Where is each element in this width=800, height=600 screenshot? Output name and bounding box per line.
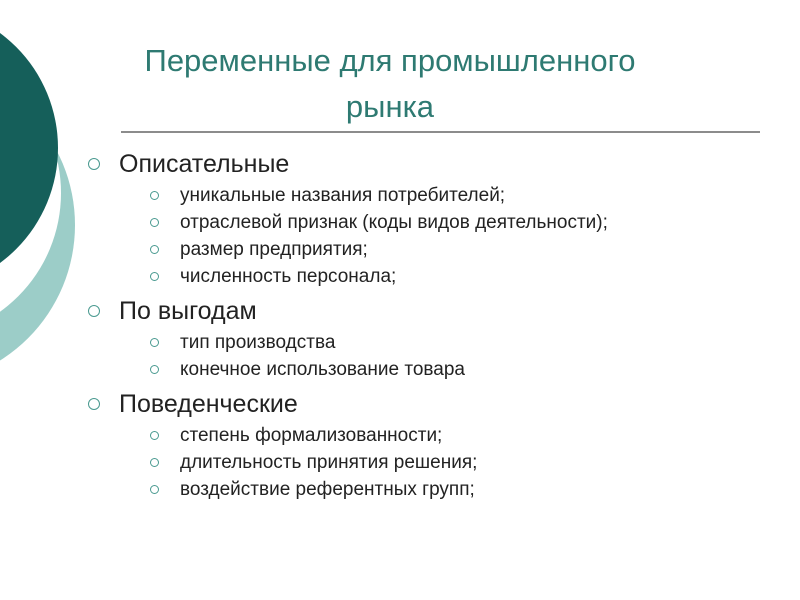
section-head [84,293,774,329]
section-head [84,146,774,182]
section-label: По выгодам [119,296,257,325]
list-item [150,449,774,476]
list-item [150,209,774,236]
hollow-circle-bullet-icon [150,245,159,254]
list-item-label: конечное использование товара [180,358,465,380]
bullet-list [84,146,774,506]
section-label: Описательные [119,149,290,178]
slide-title [90,38,690,130]
decorative-circle-light [0,65,75,385]
list-item-label: воздействие референтных групп; [180,478,475,500]
list-item-label: размер предприятия; [180,238,368,260]
list-item [150,329,774,356]
sub-list [84,422,774,503]
decorative-circle-white [0,47,61,339]
decorative-circle-dark [0,5,58,291]
hollow-circle-bullet-icon [150,431,159,440]
hollow-circle-bullet-icon [150,485,159,494]
list-item-label: степень формализованности; [180,424,443,446]
list-item-label: отраслевой признак (коды видов деятельности); [180,211,608,233]
sub-list [84,329,774,383]
section-benefits [84,293,774,383]
hollow-circle-bullet-icon [150,191,159,200]
list-item-label: уникальные названия потребителей; [180,184,506,206]
hollow-circle-bullet-icon [88,305,100,317]
list-item-label: тип производства [180,331,336,353]
section-label: Поведенческие [119,389,298,418]
hollow-circle-bullet-icon [150,218,159,227]
section-descriptive [84,146,774,290]
list-item [150,356,774,383]
slide-title-line-2: рынка [345,89,435,124]
hollow-circle-bullet-icon [150,338,159,347]
list-item [150,236,774,263]
list-item [150,422,774,449]
section-head [84,386,774,422]
slide-title-line-1: Переменные для промышленного [144,43,636,78]
hollow-circle-bullet-icon [150,272,159,281]
title-divider [121,131,760,133]
hollow-circle-bullet-icon [150,365,159,374]
hollow-circle-bullet-icon [88,398,100,410]
list-item [150,182,774,209]
hollow-circle-bullet-icon [88,158,100,170]
sub-list [84,182,774,290]
list-item-label: численность персонала; [180,265,397,287]
list-item [150,476,774,503]
section-behavioral [84,386,774,503]
list-item [150,263,774,290]
list-item-label: длительность принятия решения; [180,451,478,473]
hollow-circle-bullet-icon [150,458,159,467]
